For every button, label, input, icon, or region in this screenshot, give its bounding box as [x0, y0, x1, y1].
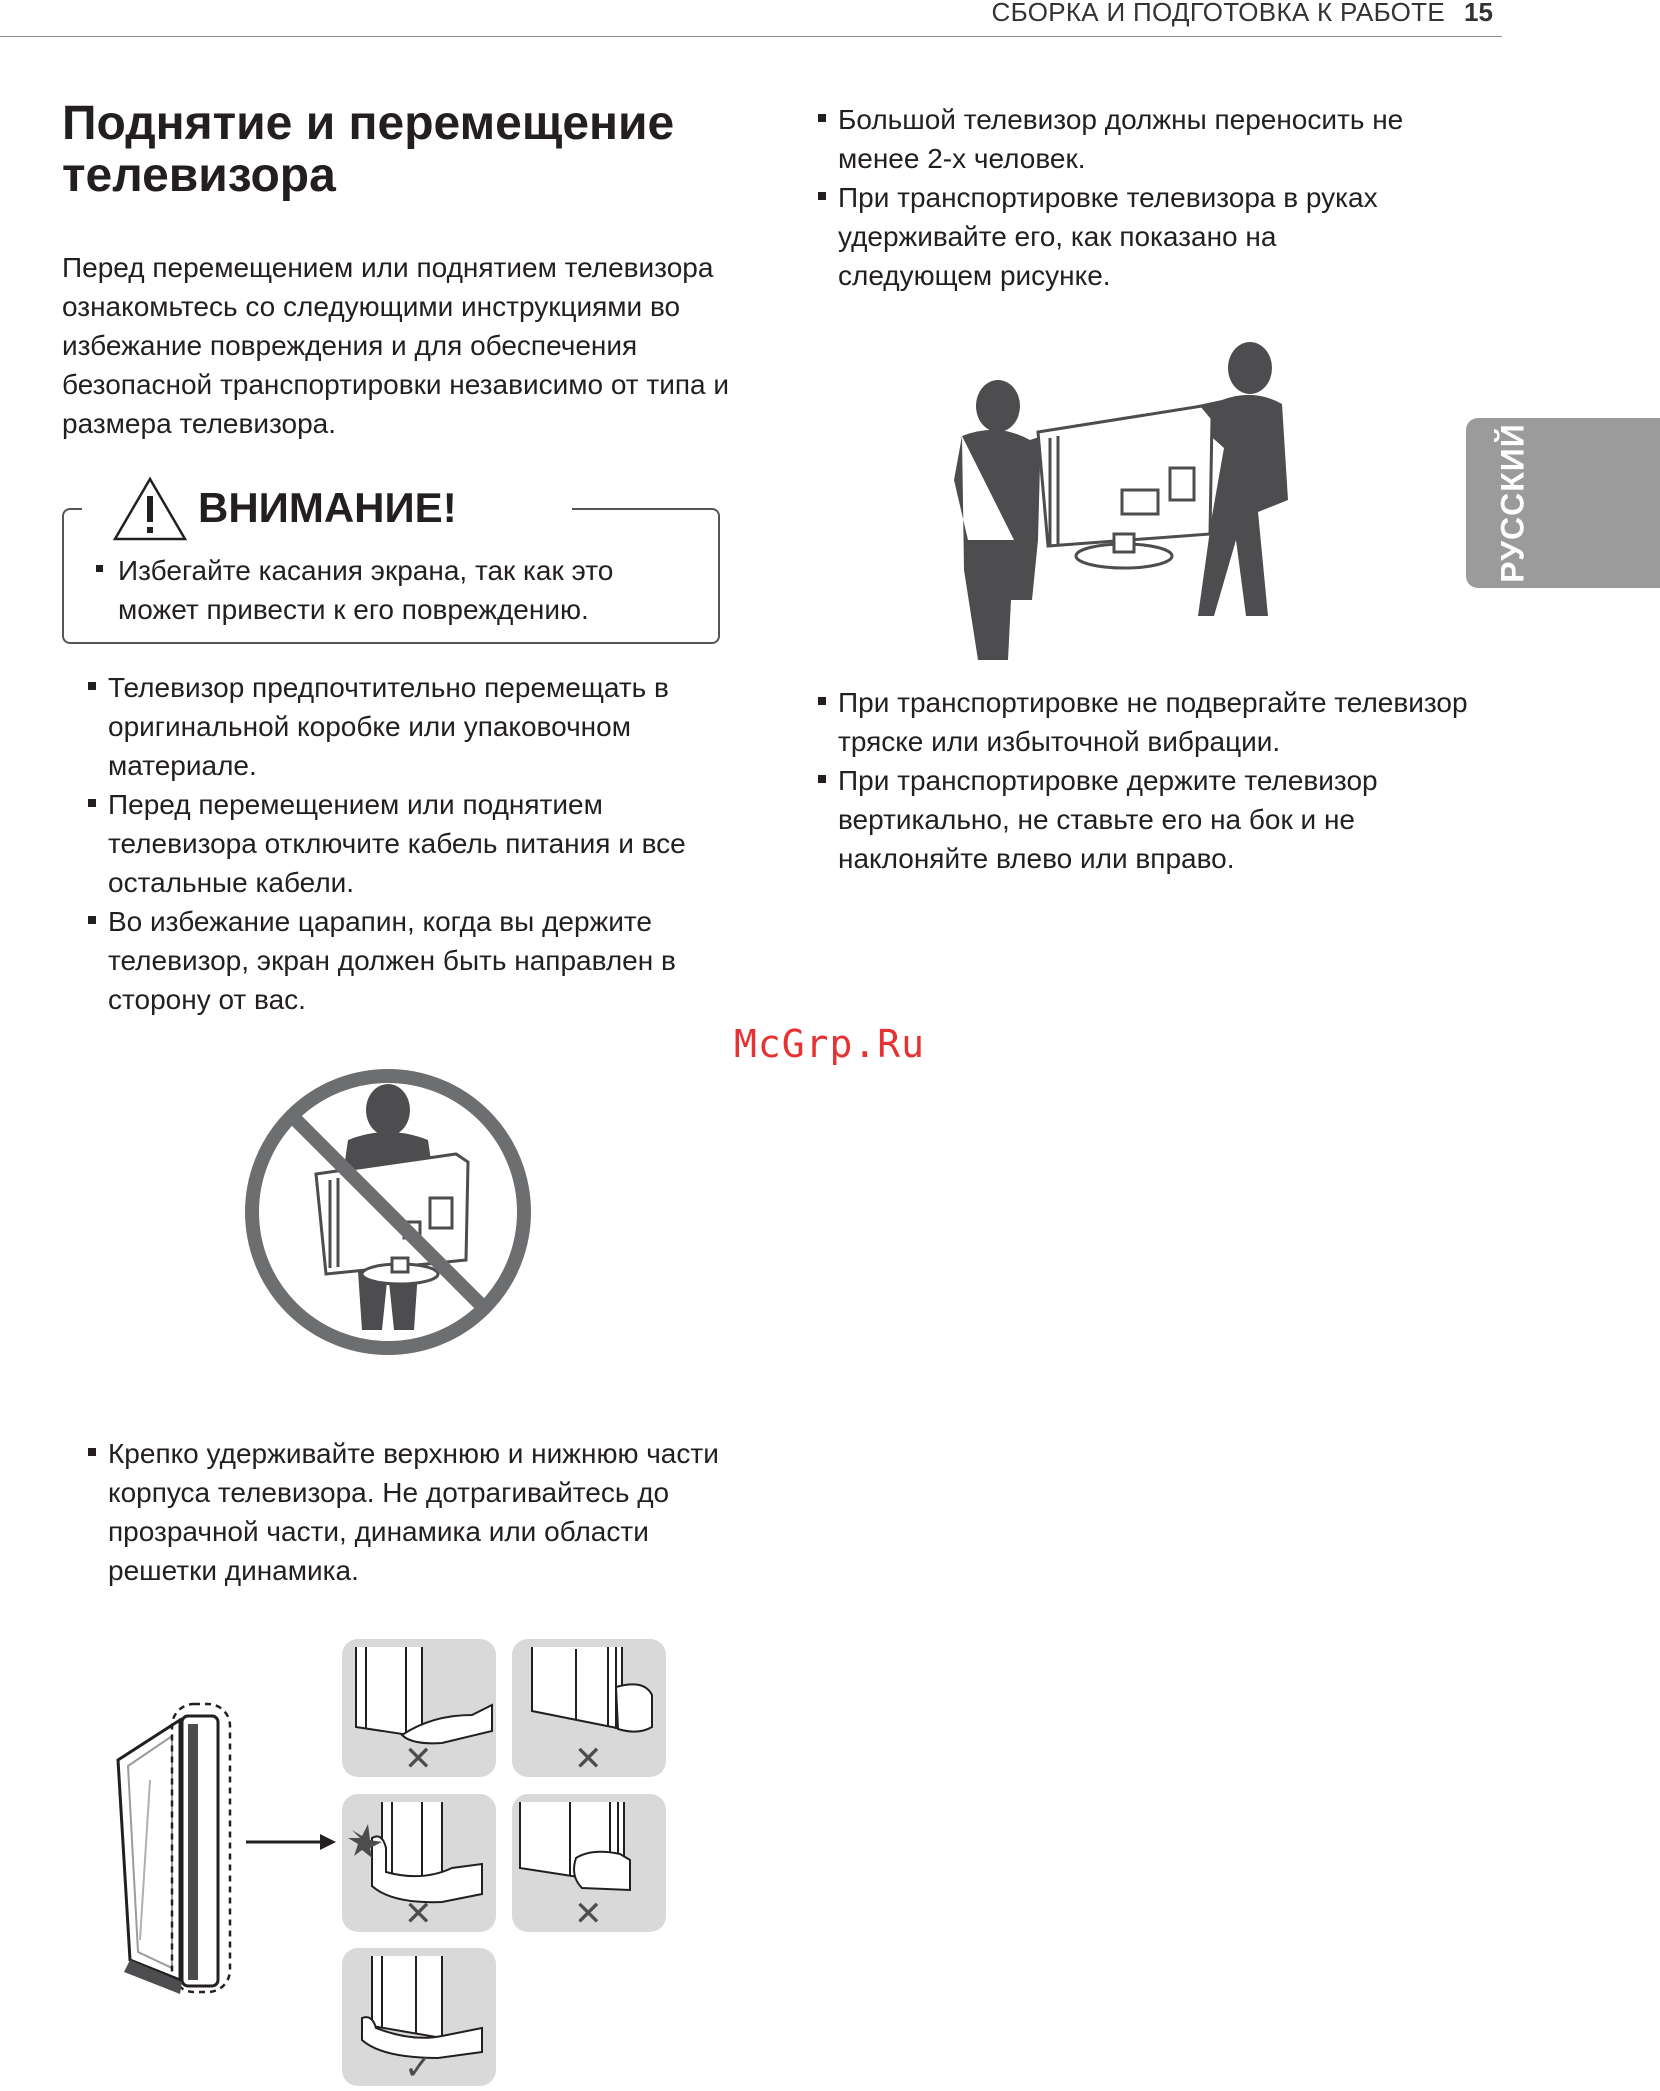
list-item: Крепко удерживайте верхнюю и нижнюю части корпуса телевизора. Не дотрагивайтесь до прозрачной части, динамика или области решетки динамика.: [108, 1434, 728, 1590]
language-tab-label: РУССКИЙ: [1494, 423, 1531, 583]
list-item: Перед перемещением или поднятием телевизора отключите кабель питания и все остальные кабели.: [108, 785, 728, 902]
right-bottom-bullet-list: [838, 683, 1478, 878]
correct-mark: ✓: [404, 2049, 433, 2087]
running-header: СБОРКА И ПОДГОТОВКА К РАБОТЕ: [991, 0, 1445, 27]
caution-text: [118, 551, 678, 629]
list-item: При транспортировке телевизора в руках удерживайте его, как показано на следующем рисунке.: [838, 178, 1398, 295]
wrong-mark: ✕: [404, 1895, 433, 1933]
caution-text-body: Избегайте касания экрана, так как это может привести к его повреждению.: [118, 555, 614, 625]
tv-back: [1038, 406, 1212, 568]
language-tab[interactable]: [1466, 418, 1660, 588]
list-item: При транспортировке держите телевизор вертикально, не ставьте его на бок и не наклоняйте влево или вправо.: [838, 761, 1438, 878]
list-item: Телевизор предпочтительно перемещать в оригинальной коробке или упаковочном материале.: [108, 668, 728, 785]
wrong-mark: ✕: [404, 1740, 433, 1778]
arrow-right-icon: [246, 1830, 338, 1854]
two-person-carry-figure: [954, 340, 1294, 660]
grip-panel-1: [342, 1639, 496, 1777]
page-title: [62, 98, 762, 202]
watermark: McGrp.Ru: [734, 1022, 926, 1066]
title-line-1: Поднятие и перемещение: [62, 97, 675, 150]
tv-side-view-figure: [110, 1690, 250, 2000]
header-rule: [0, 36, 1502, 37]
warning-triangle-icon: [112, 476, 188, 542]
grip-panel-5: [342, 1948, 496, 2086]
bullet-icon: [96, 565, 103, 572]
left-bullet-list: [108, 668, 728, 1019]
grip-panel-4: [512, 1794, 666, 1932]
list-item: Большой телевизор должны переносить не менее 2-х человек.: [838, 100, 1438, 178]
list-item: При транспортировке не подвергайте телевизор тряске или избыточной вибрации.: [838, 683, 1478, 761]
right-top-bullet-list: [838, 100, 1478, 295]
left-bottom-bullet-list: [108, 1434, 728, 1590]
no-single-person-carry-figure: [238, 1062, 538, 1362]
wrong-mark: ✕: [574, 1895, 603, 1933]
grip-panel-3: [342, 1794, 496, 1932]
list-item: Во избежание царапин, когда вы держите телевизор, экран должен быть направлен в сторону от вас.: [108, 902, 708, 1019]
grip-panel-2: [512, 1639, 666, 1777]
caution-title: ВНИМАНИЕ!: [198, 484, 457, 531]
title-line-2: телевизора: [62, 149, 336, 202]
wrong-mark: ✕: [574, 1740, 603, 1778]
intro-paragraph: Перед перемещением или поднятием телевизора ознакомьтесь со следующими инструкциями во избежание повреждения и для обеспечения безопасной транспортировки независимо от типа и размера телевизора.: [62, 252, 730, 439]
page-number: 15: [1464, 0, 1493, 27]
